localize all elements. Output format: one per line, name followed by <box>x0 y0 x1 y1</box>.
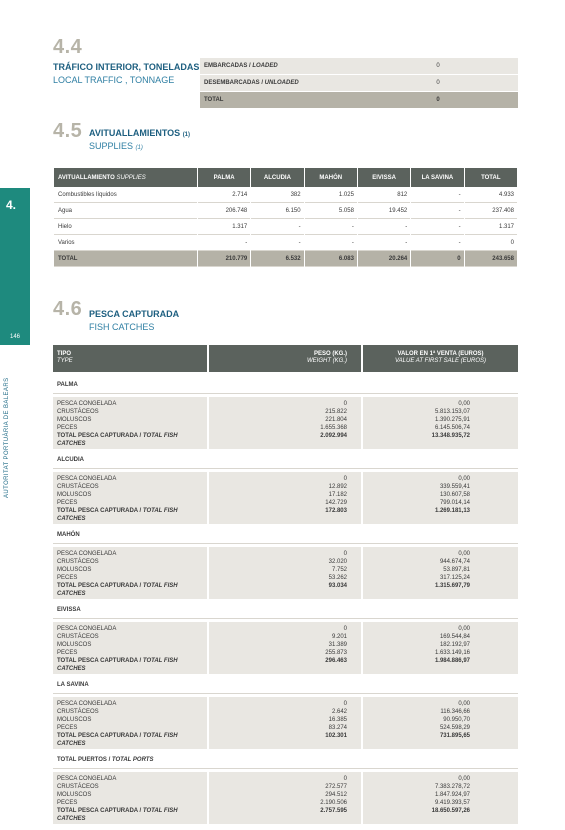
table-cell: 6.150 <box>251 203 303 219</box>
column-header: ALCUDIA <box>251 168 303 187</box>
table-cell: - <box>411 219 463 235</box>
column-header: LA SAVINA <box>411 168 463 187</box>
table-total-row: TOTAL 0 <box>200 92 518 108</box>
port-data-block <box>53 622 518 674</box>
port-data-block <box>53 547 518 599</box>
weight-column: 0 215.822 221.804 1.655.368 2.092.994 <box>209 397 361 449</box>
section-4-4-title: TRÁFICO INTERIOR, TONELADAS <box>53 62 200 72</box>
table-cell: 0 <box>411 251 463 267</box>
supplies-table <box>53 168 518 267</box>
table-cell: - <box>411 187 463 203</box>
port-data-block <box>53 397 518 449</box>
table-cell: 20.264 <box>358 251 410 267</box>
table-cell: 19.452 <box>358 203 410 219</box>
port-data-block <box>53 772 518 824</box>
section-4-6-subtitle: FISH CATCHES <box>89 322 155 332</box>
weight-column: 0 12.892 17.182 142.729 172.803 <box>209 472 361 524</box>
row-label: Hielo <box>54 219 197 235</box>
section-4-5-number: 4.5 <box>53 120 83 142</box>
table-cell: - <box>411 203 463 219</box>
table-cell: - <box>305 219 357 235</box>
section-4-5-title: AVITUALLAMIENTOS (1) <box>89 128 191 138</box>
table-cell: 1.317 <box>465 219 517 235</box>
value-column: 0,00 5.813.153,07 1.390.275,91 6.145.506,74 13.348.935,72 <box>363 397 518 449</box>
column-header: MAHÓN <box>305 168 357 187</box>
row-label: Varios <box>54 235 197 251</box>
port-heading: MAHÓN <box>53 530 518 544</box>
table-row <box>54 235 517 251</box>
table-cell: 237.408 <box>465 203 517 219</box>
port-data-block <box>53 472 518 524</box>
port-heading: TOTAL PUERTOS / TOTAL PORTS <box>53 755 518 769</box>
table-cell: 0 <box>465 235 517 251</box>
table-cell: 210.779 <box>198 251 250 267</box>
column-header: EIVISSA <box>358 168 410 187</box>
table-cell: - <box>251 235 303 251</box>
table-cell: - <box>358 235 410 251</box>
column-header: PALMA <box>198 168 250 187</box>
type-column: PESCA CONGELADA CRUSTÁCEOS MOLUSCOS PECES TOTAL PESCA CAPTURADA / TOTAL FISH CATCHES <box>53 547 207 599</box>
row-label: Agua <box>54 203 197 219</box>
value-column: 0,00 7.383.278,72 1.847.924,97 9.419.393,57 18.650.597,26 <box>363 772 518 824</box>
column-header: VALOR EN 1ª VENTA (EUROS) VALUE AT FIRST SALE (EUROS) <box>363 345 518 372</box>
column-header: AVITUALLAMIENTO SUPPLIES <box>54 168 197 187</box>
table-cell: 6.532 <box>251 251 303 267</box>
port-heading: LA SAVINA <box>53 680 518 694</box>
column-header: TIPO TYPE <box>53 345 207 372</box>
table-cell: 5.058 <box>305 203 357 219</box>
table-row: DESEMBARCADAS / UNLOADED 0 <box>200 75 518 91</box>
page-number: 146 <box>0 329 30 345</box>
table-cell: - <box>411 235 463 251</box>
table-header <box>53 345 518 372</box>
table-cell: 2.714 <box>198 187 250 203</box>
column-header: TOTAL <box>465 168 517 187</box>
table-row <box>54 187 517 203</box>
table-cell: 1.317 <box>198 219 250 235</box>
type-column: PESCA CONGELADA CRUSTÁCEOS MOLUSCOS PECES TOTAL PESCA CAPTURADA / TOTAL FISH CATCHES <box>53 772 207 824</box>
port-heading: PALMA <box>53 380 518 394</box>
value-column: 0,00 169.544,84 182.192,97 1.633.149,16 1.984.886,97 <box>363 622 518 674</box>
value-column: 0,00 339.559,41 130.607,58 799.014,14 1.269.181,13 <box>363 472 518 524</box>
table-row <box>54 203 517 219</box>
table-cell: 812 <box>358 187 410 203</box>
table-total-row <box>54 251 517 267</box>
chapter-number: 4. <box>6 198 17 212</box>
port-data-block <box>53 697 518 749</box>
row-label: TOTAL <box>54 251 197 267</box>
port-heading: ALCUDIA <box>53 455 518 469</box>
table-cell: - <box>305 235 357 251</box>
vertical-label: AUTORITAT PORTUÀRIA DE BALEARS <box>4 377 10 498</box>
fish-catches-table <box>53 345 518 830</box>
chapter-tab <box>0 188 30 336</box>
section-4-6-number: 4.6 <box>53 298 83 320</box>
weight-column: 0 9.201 31.389 255.873 296.463 <box>209 622 361 674</box>
table-cell: 6.083 <box>305 251 357 267</box>
weight-column: 0 2.642 16.385 83.274 102.301 <box>209 697 361 749</box>
row-label: Combustibles líquidos <box>54 187 197 203</box>
section-4-4-subtitle: LOCAL TRAFFIC , TONNAGE <box>53 75 175 85</box>
table-cell: - <box>198 235 250 251</box>
table-row <box>54 219 517 235</box>
table-cell: 4.933 <box>465 187 517 203</box>
weight-column: 0 272.577 294.512 2.190.506 2.757.595 <box>209 772 361 824</box>
section-4-4-number: 4.4 <box>53 36 83 58</box>
table-cell: 243.658 <box>465 251 517 267</box>
value-column: 0,00 116.346,66 90.950,70 524.598,29 731.895,65 <box>363 697 518 749</box>
type-column: PESCA CONGELADA CRUSTÁCEOS MOLUSCOS PECES TOTAL PESCA CAPTURADA / TOTAL FISH CATCHES <box>53 397 207 449</box>
table-cell: - <box>358 219 410 235</box>
port-heading: EIVISSA <box>53 605 518 619</box>
type-column: PESCA CONGELADA CRUSTÁCEOS MOLUSCOS PECES TOTAL PESCA CAPTURADA / TOTAL FISH CATCHES <box>53 697 207 749</box>
column-header: PESO (KG.) WEIGHT (KG.) <box>209 345 361 372</box>
table-cell: - <box>251 219 303 235</box>
table-cell: 206.748 <box>198 203 250 219</box>
table-cell: 382 <box>251 187 303 203</box>
section-4-5-subtitle: SUPPLIES (1) <box>89 141 143 151</box>
value-column: 0,00 944.674,74 53.897,81 317.125,24 1.315.697,79 <box>363 547 518 599</box>
type-column: PESCA CONGELADA CRUSTÁCEOS MOLUSCOS PECES TOTAL PESCA CAPTURADA / TOTAL FISH CATCHES <box>53 622 207 674</box>
table-row: EMBARCADAS / LOADED 0 <box>200 58 518 74</box>
table-cell: 1.025 <box>305 187 357 203</box>
type-column: PESCA CONGELADA CRUSTÁCEOS MOLUSCOS PECES TOTAL PESCA CAPTURADA / TOTAL FISH CATCHES <box>53 472 207 524</box>
local-traffic-table <box>200 58 518 109</box>
section-4-6-title: PESCA CAPTURADA <box>89 309 180 319</box>
weight-column: 0 32.020 7.752 53.262 93.034 <box>209 547 361 599</box>
